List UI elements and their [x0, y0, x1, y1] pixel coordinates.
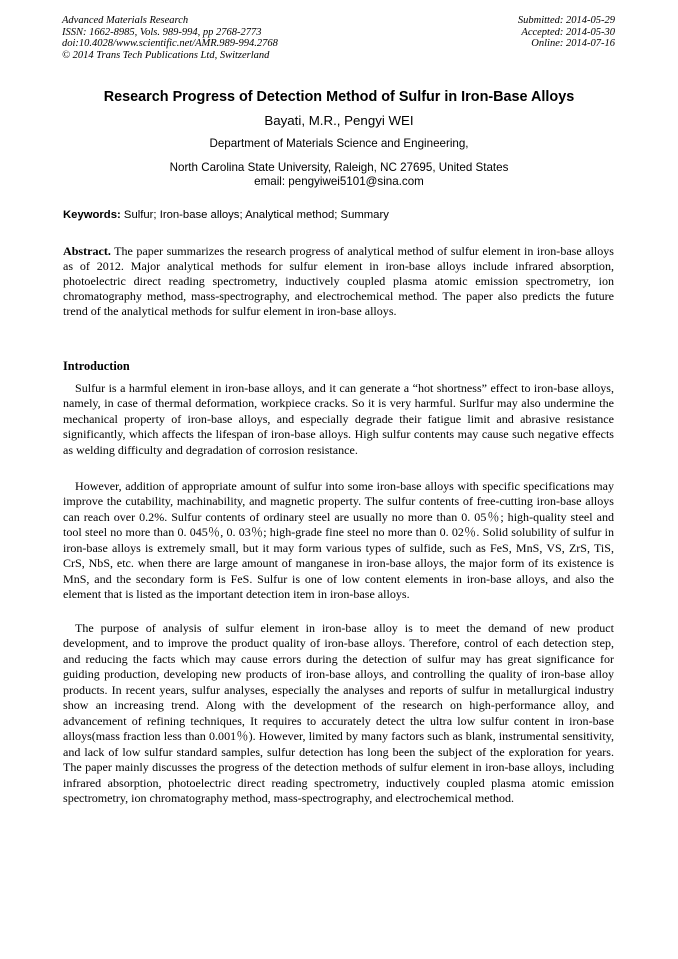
copyright-line: © 2014 Trans Tech Publications Ltd, Switzerland	[62, 49, 270, 61]
paper-title: Research Progress of Detection Method of Sulfur in Iron-Base Alloys	[103, 89, 575, 105]
section-heading-introduction: Introduction	[63, 359, 130, 373]
online-date: Online: 2014-07-16	[531, 38, 615, 49]
intro-paragraph-2: However, addition of appropriate amount of sulfur into some iron-base alloys with specific specifications may improve the cutability, machinability, and magnetic property. The sulfur contents of free-cutting iron-base alloys can reach over 0.2%. Sulfur contents of ordinary steel are usually no more than 0. 05％; high-quality steel and tool steel no more than 0. 045％, 0. 03％; high-grade fine steel no more than 0. 02％. Solid solubility of sulfur in iron-base alloys is extremely small, but it may form various types of sulfide, such as FeS, MnS, VS, ZrS, TiS, CrS, NbS, etc. when there are large amount of manganese in iron-base alloys, the major form of its existence is MnS, and the secondary form is FeS. Sulfur is one of low content elements in iron-base alloys, and also the element that is listed as the important detection item in iron-base alloys.	[63, 479, 614, 602]
issn-line: ISSN: 1662-8985, Vols. 989-994, pp 2768-2773	[62, 26, 262, 38]
keywords-line	[63, 209, 389, 221]
journal-name: Advanced Materials Research	[62, 15, 189, 26]
keywords-label: Keywords:	[63, 209, 121, 221]
intro-paragraph-1: Sulfur is a harmful element in iron-base alloys, and it can generate a “hot shortness” effect to iron-base alloys, namely, in case of thermal deformation, workpiece cracks. So it is very harmful. Surlfur may also undermine the mechanical property of iron-base alloys, and especially degrade their fatigue limit and abrasive resistance significantly, which affects the lifespan of iron-base alloys. High sulfur contents may cause such negative effects as welding difficulty and degradation of corrosion resistance.	[63, 381, 614, 457]
author-email: email: pengyiwei5101@sina.com	[254, 175, 424, 188]
abstract-text: The paper summarizes the research progress of analytical method of sulfur element in iron-base alloys as of 2012. Major analytical methods for sulfur element in iron-base alloys include infrared absorption, photoelectric direct reading spectrometry, inductively coupled plasma atomic emission spectrometry, ion chromatography method, mass-spectrography, and electrochemical method. The paper also predicts the future trend of the analytical methods for sulfur element in iron-base alloys.	[63, 244, 614, 318]
journal-info	[62, 15, 278, 61]
doi-line: doi:10.4028/www.scientific.net/AMR.989-994.2768	[62, 38, 278, 49]
accepted-date: Accepted: 2014-05-30	[521, 26, 615, 38]
keywords-text: Sulfur; Iron-base alloys; Analytical method; Summary	[120, 209, 389, 221]
submitted-date: Submitted: 2014-05-29	[517, 15, 615, 26]
affiliation-department: Department of Materials Science and Engineering,	[209, 137, 469, 150]
abstract-paragraph	[63, 244, 614, 319]
author-list: Bayati, M.R., Pengyi WEI	[264, 113, 414, 128]
affiliation-university: North Carolina State University, Raleigh, NC 27695, United States	[169, 161, 509, 174]
abstract-label: Abstract.	[63, 244, 111, 258]
intro-paragraph-3: The purpose of analysis of sulfur element in iron-base alloy is to meet the demand of new product development, and to improve the product quality of iron-base alloys. Therefore, control of each detection step, and reducing the facts which may cause errors during the detection of sulfur may has great significance for guiding production, developing new products of iron-base alloys, and controlling the quality of iron-base alloy products. In recent years, sulfur analyses, especially the analyses and reports of sulfur in metallurgical industry show an increasing trend. Along with the development of the research on high-performance alloy, and advancement of refining techniques, It requires to accurately detect the ultra low sulfur content in iron-base alloys(mass fraction less than 0.001％). However, limited by many factors such as blank, instrumental sensitivity, and lack of low sulfur standard samples, sulfur detection has long been the subject of the exploration for years. The paper mainly discusses the progress of the detection methods of sulfur element in iron-base alloys, including infrared absorption, photoelectric direct reading spectrometry, inductively coupled plasma atomic emission spectrometry, ion chromatography method, mass-spectrography, and electrochemical method.	[63, 621, 614, 805]
publication-dates	[518, 15, 615, 50]
